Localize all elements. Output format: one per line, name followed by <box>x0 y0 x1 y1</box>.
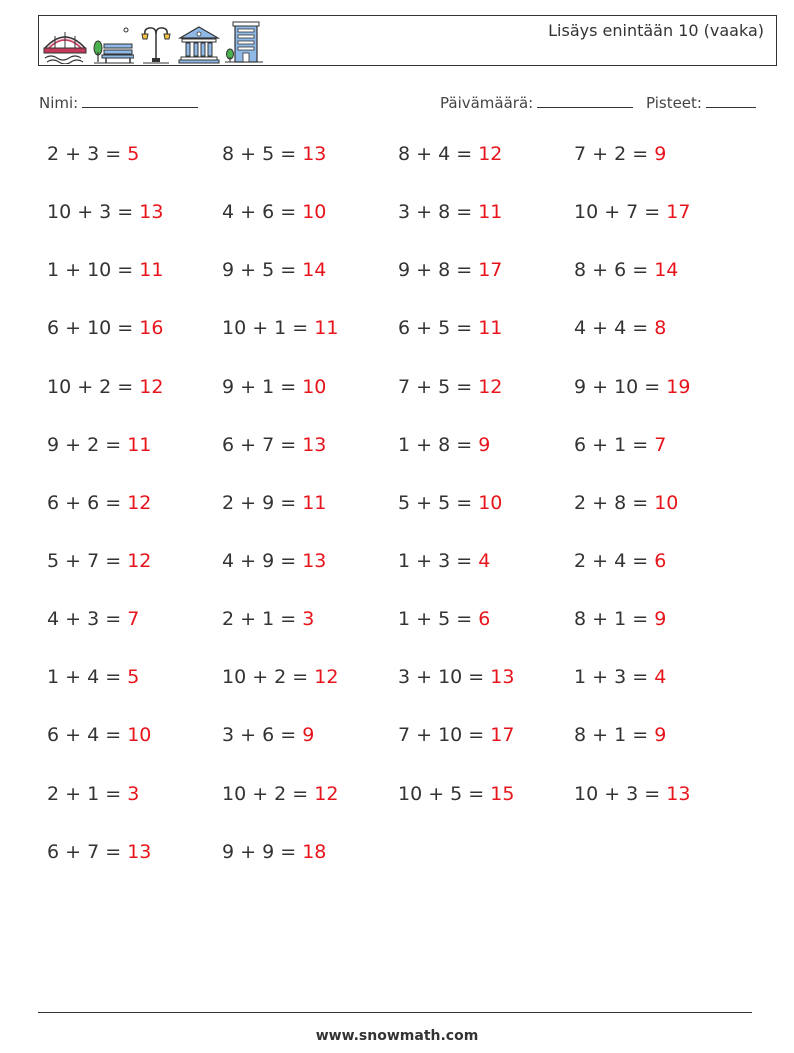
problem-question: 9 + 1 = <box>222 375 303 398</box>
worksheet-title: Lisäys enintään 10 (vaaka) <box>548 21 764 40</box>
problem-item <box>222 550 398 608</box>
problem-answer: 17 <box>490 724 515 747</box>
problem-answer: 13 <box>302 549 327 572</box>
street-lamp-icon <box>139 24 173 64</box>
problem-answer: 11 <box>314 317 339 340</box>
problem-item <box>222 143 398 201</box>
problem-item <box>574 259 750 317</box>
problem-item <box>398 724 574 782</box>
problem-item <box>47 783 222 841</box>
problem-answer: 8 <box>654 317 667 340</box>
problem-question: 4 + 9 = <box>222 549 303 572</box>
problem-question: 10 + 2 = <box>222 666 315 689</box>
problem-answer: 4 <box>478 549 491 572</box>
problem-item <box>398 492 574 550</box>
problem-answer: 16 <box>139 317 164 340</box>
problem-question: 4 + 4 = <box>574 317 655 340</box>
problem-item <box>222 608 398 666</box>
problem-item <box>47 434 222 492</box>
problem-item <box>398 783 574 841</box>
problem-answer: 14 <box>302 259 327 282</box>
problem-question: 8 + 1 = <box>574 724 655 747</box>
footer-divider <box>38 1012 752 1013</box>
problem-item <box>574 376 750 434</box>
score-blank <box>706 106 756 108</box>
problem-question: 10 + 1 = <box>222 317 315 340</box>
problem-answer: 11 <box>302 491 327 514</box>
footer-url: www.snowmath.com <box>315 1028 479 1044</box>
name-field <box>39 94 198 112</box>
problem-question: 6 + 7 = <box>222 433 303 456</box>
problem-answer: 13 <box>127 840 152 863</box>
problem-item <box>398 666 574 724</box>
problem-question: 8 + 6 = <box>574 259 655 282</box>
problem-item <box>222 783 398 841</box>
problem-answer: 11 <box>478 317 503 340</box>
problem-answer: 14 <box>654 259 679 282</box>
problem-question: 4 + 6 = <box>222 201 303 224</box>
problem-answer: 9 <box>654 608 667 631</box>
problem-item <box>398 550 574 608</box>
problem-question: 3 + 6 = <box>222 724 303 747</box>
problem-item <box>47 376 222 434</box>
problem-answer: 5 <box>127 666 140 689</box>
problem-answer: 10 <box>302 201 327 224</box>
problem-item <box>222 434 398 492</box>
problem-answer: 9 <box>654 724 667 747</box>
problem-answer: 3 <box>127 782 140 805</box>
problem-question: 7 + 10 = <box>398 724 491 747</box>
problem-item <box>574 783 750 841</box>
problem-question: 2 + 3 = <box>47 143 128 165</box>
problem-answer: 11 <box>139 259 164 282</box>
problem-answer: 9 <box>654 143 667 165</box>
problem-item <box>398 259 574 317</box>
problem-item <box>574 724 750 782</box>
problem-question: 6 + 10 = <box>47 317 140 340</box>
problem-item <box>398 434 574 492</box>
problem-question: 3 + 10 = <box>398 666 491 689</box>
museum-icon <box>178 24 220 64</box>
problem-item <box>574 666 750 724</box>
problem-question: 4 + 3 = <box>47 608 128 631</box>
problem-question: 9 + 8 = <box>398 259 479 282</box>
problem-question: 8 + 5 = <box>222 143 303 165</box>
problem-item <box>47 666 222 724</box>
problem-question: 10 + 2 = <box>47 375 140 398</box>
problem-answer: 4 <box>654 666 667 689</box>
problem-answer: 17 <box>478 259 503 282</box>
problem-question: 8 + 1 = <box>574 608 655 631</box>
problem-answer: 9 <box>478 433 491 456</box>
problem-item <box>47 608 222 666</box>
problem-answer: 13 <box>666 782 691 805</box>
problem-answer: 13 <box>490 666 515 689</box>
problem-item <box>574 550 750 608</box>
problem-question: 6 + 5 = <box>398 317 479 340</box>
problem-question: 7 + 2 = <box>574 143 655 165</box>
problem-answer: 12 <box>478 143 503 165</box>
problem-question: 6 + 6 = <box>47 491 128 514</box>
problem-answer: 12 <box>127 549 152 572</box>
problem-answer: 11 <box>127 433 152 456</box>
problem-item <box>222 376 398 434</box>
problem-question: 7 + 5 = <box>398 375 479 398</box>
problem-answer: 18 <box>302 840 327 863</box>
bridge-icon <box>43 24 87 64</box>
date-label: Päivämäärä: <box>440 94 534 112</box>
problem-item <box>47 259 222 317</box>
date-score-fields <box>440 94 756 112</box>
problem-answer: 11 <box>478 201 503 224</box>
problem-question: 10 + 5 = <box>398 782 491 805</box>
problem-answer: 7 <box>654 433 667 456</box>
problem-question: 1 + 5 = <box>398 608 479 631</box>
name-blank <box>82 106 198 108</box>
problem-question: 1 + 3 = <box>398 549 479 572</box>
problem-item <box>222 841 398 899</box>
park-bench-icon <box>92 24 134 64</box>
problem-question: 6 + 4 = <box>47 724 128 747</box>
problem-grid <box>47 143 750 899</box>
problem-question: 2 + 9 = <box>222 491 303 514</box>
problem-item <box>574 317 750 375</box>
problem-question: 8 + 4 = <box>398 143 479 165</box>
problem-answer: 12 <box>314 666 339 689</box>
problem-question: 1 + 4 = <box>47 666 128 689</box>
problem-item <box>574 434 750 492</box>
problem-answer: 6 <box>654 549 667 572</box>
problem-item <box>398 317 574 375</box>
problem-item <box>222 492 398 550</box>
problem-question: 1 + 8 = <box>398 433 479 456</box>
problem-answer: 10 <box>302 375 327 398</box>
header-icons <box>43 18 263 64</box>
problem-answer: 3 <box>302 608 315 631</box>
problem-question: 9 + 2 = <box>47 433 128 456</box>
problem-question: 10 + 3 = <box>47 201 140 224</box>
problem-answer: 6 <box>478 608 491 631</box>
problem-item <box>574 143 750 201</box>
problem-item <box>47 492 222 550</box>
problem-item <box>222 724 398 782</box>
problem-answer: 5 <box>127 143 140 165</box>
problem-answer: 12 <box>139 375 164 398</box>
problem-item <box>47 550 222 608</box>
problem-question: 2 + 1 = <box>222 608 303 631</box>
problem-item <box>398 608 574 666</box>
problem-item <box>574 608 750 666</box>
problem-question: 1 + 10 = <box>47 259 140 282</box>
problem-item <box>398 376 574 434</box>
name-label: Nimi: <box>39 94 79 112</box>
problem-item <box>47 201 222 259</box>
problem-answer: 19 <box>666 375 691 398</box>
problem-question: 3 + 8 = <box>398 201 479 224</box>
problem-question: 2 + 1 = <box>47 782 128 805</box>
problem-item <box>222 317 398 375</box>
problem-question: 2 + 4 = <box>574 549 655 572</box>
problem-item <box>47 841 222 899</box>
problem-item <box>222 666 398 724</box>
problem-answer: 12 <box>127 491 152 514</box>
problem-question: 6 + 1 = <box>574 433 655 456</box>
problem-question: 2 + 8 = <box>574 491 655 514</box>
problem-answer: 10 <box>478 491 503 514</box>
problem-answer: 15 <box>490 782 515 805</box>
building-icon <box>225 20 263 64</box>
problem-answer: 17 <box>666 201 691 224</box>
problem-answer: 10 <box>127 724 152 747</box>
score-label: Pisteet: <box>646 94 702 112</box>
problem-question: 5 + 7 = <box>47 549 128 572</box>
problem-answer: 13 <box>139 201 164 224</box>
problem-item <box>47 724 222 782</box>
problem-question: 9 + 5 = <box>222 259 303 282</box>
problem-answer: 12 <box>478 375 503 398</box>
problem-answer: 13 <box>302 143 327 165</box>
problem-answer: 10 <box>654 491 679 514</box>
problem-item <box>398 143 574 201</box>
date-blank <box>537 106 633 108</box>
problem-answer: 12 <box>314 782 339 805</box>
problem-item <box>398 201 574 259</box>
problem-question: 9 + 9 = <box>222 840 303 863</box>
problem-question: 10 + 7 = <box>574 201 667 224</box>
problem-question: 9 + 10 = <box>574 375 667 398</box>
problem-question: 6 + 7 = <box>47 840 128 863</box>
problem-answer: 9 <box>302 724 315 747</box>
problem-question: 10 + 2 = <box>222 782 315 805</box>
problem-answer: 13 <box>302 433 327 456</box>
header-box <box>38 15 777 66</box>
problem-item <box>47 143 222 201</box>
problem-item <box>574 201 750 259</box>
problem-item <box>574 492 750 550</box>
problem-item <box>47 317 222 375</box>
problem-question: 10 + 3 = <box>574 782 667 805</box>
problem-item <box>222 201 398 259</box>
problem-item <box>222 259 398 317</box>
problem-question: 5 + 5 = <box>398 491 479 514</box>
problem-question: 1 + 3 = <box>574 666 655 689</box>
problem-answer: 7 <box>127 608 140 631</box>
